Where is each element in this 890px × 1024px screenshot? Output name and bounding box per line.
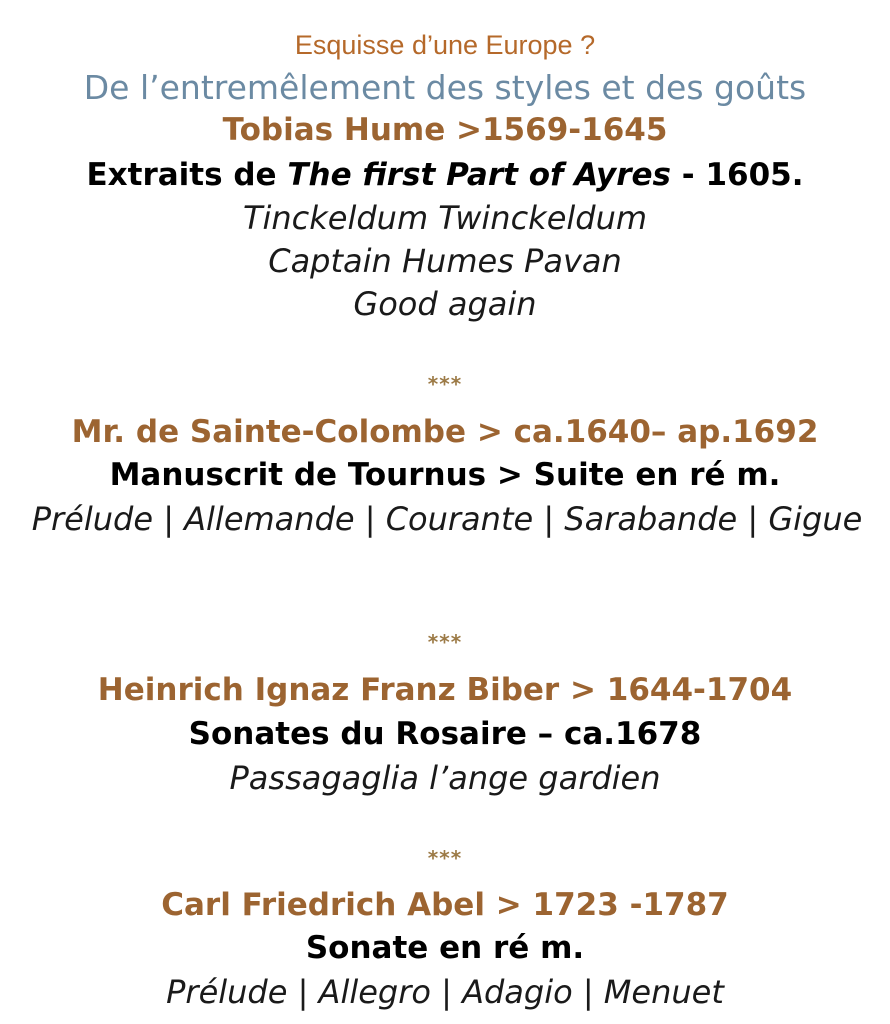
work-hume bbox=[0, 157, 890, 193]
work-prefix: Extraits de bbox=[86, 157, 288, 193]
program-kicker: Esquisse d’une Europe ? bbox=[294, 30, 596, 60]
piece-captain-humes-pavan: Captain Humes Pavan bbox=[268, 242, 622, 280]
work-abel: Sonate en ré m. bbox=[305, 930, 585, 966]
composer-biber: Heinrich Ignaz Franz Biber > 1644-1704 bbox=[97, 672, 793, 708]
work-suffix: - 1605. bbox=[671, 157, 804, 193]
work-title: The first Part of Ayres bbox=[287, 157, 671, 193]
separator-1: *** bbox=[427, 372, 463, 396]
program-subtitle: De l’entremêlement des styles et des goûts bbox=[83, 68, 807, 107]
separator-2: *** bbox=[427, 630, 463, 654]
work-sainte-colombe: Manuscrit de Tournus > Suite en ré m. bbox=[109, 457, 781, 493]
pieces-sainte-colombe: Prélude | Allemande | Courante | Sarabande | Gigue bbox=[31, 500, 863, 538]
pieces-abel: Prélude | Allegro | Adagio | Menuet bbox=[166, 973, 724, 1011]
composer-abel: Carl Friedrich Abel > 1723 -1787 bbox=[161, 887, 729, 923]
composer-hume: Tobias Hume >1569-1645 bbox=[222, 112, 668, 148]
separator-3: *** bbox=[427, 846, 463, 870]
piece-good-again: Good again bbox=[353, 285, 537, 323]
composer-sainte-colombe: Mr. de Sainte-Colombe > ca.1640– ap.1692 bbox=[71, 414, 819, 450]
piece-tinckeldum: Tinckeldum Twinckeldum bbox=[242, 199, 648, 237]
piece-passagaglia: Passagaglia l’ange gardien bbox=[229, 759, 661, 797]
work-biber: Sonates du Rosaire – ca.1678 bbox=[188, 716, 702, 752]
